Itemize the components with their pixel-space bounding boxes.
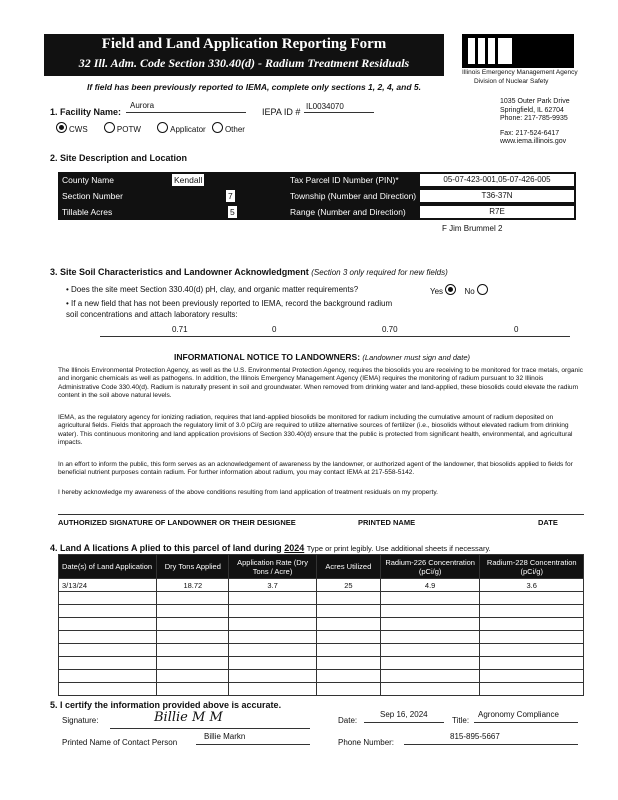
- phone-label: Phone Number:: [338, 738, 395, 747]
- section4-label: 4. Land A lications A plied to this parcel of land during 2024 Type or print legibly. Use additional sheets if necessary.: [50, 543, 491, 553]
- section-row: [58, 188, 576, 204]
- address-line: www.iema.illinois.gov: [500, 138, 567, 145]
- table-row: [59, 644, 584, 657]
- radio-icon: [445, 284, 456, 295]
- section1-label: 1. Facility Name:: [50, 107, 122, 117]
- background-value[interactable]: 0.71: [172, 325, 188, 334]
- signature-line[interactable]: [58, 514, 584, 515]
- iepa-id[interactable]: IL0034070: [306, 102, 344, 111]
- contact-signature[interactable]: Billie M M: [154, 710, 223, 725]
- county-value[interactable]: Kendall: [174, 175, 203, 185]
- column-header: Radium-228 Concentration (pCi/g): [480, 555, 584, 579]
- parcel-label: Tax Parcel ID Number (PIN)*: [290, 175, 399, 185]
- land-application-table: [58, 554, 584, 696]
- address-line: Fax: 217-524-6417: [500, 129, 560, 137]
- section3-label: 3. Site Soil Characteristics and Landowner Acknowledgment (Section 3 only required for new fields): [50, 267, 448, 277]
- parcel-value[interactable]: 05-07-423-001,05-07-426-005: [420, 174, 574, 186]
- background-value[interactable]: 0.70: [382, 325, 398, 334]
- option-potw[interactable]: POTW: [104, 125, 141, 134]
- agency-logo: [462, 34, 574, 68]
- option-other[interactable]: Other: [212, 125, 245, 134]
- table-row: [59, 670, 584, 683]
- q1-text: • Does the site meet Section 330.40(d) pH, clay, and organic matter requirements?: [66, 285, 359, 294]
- section5-label: 5. I certify the information provided above is accurate.: [50, 700, 282, 710]
- table-cell[interactable]: 25: [316, 579, 380, 592]
- column-header: Radium-226 Concentration (pCi/g): [380, 555, 480, 579]
- radio-icon: [56, 122, 67, 133]
- acres-row: [58, 204, 576, 220]
- address-line: 1035 Outer Park Drive: [500, 98, 570, 105]
- radio-icon: [157, 122, 168, 133]
- section-number-label: Section Number: [62, 191, 123, 201]
- table-row: [59, 579, 584, 592]
- report-year[interactable]: 2024: [284, 543, 305, 553]
- facility-name[interactable]: Aurora: [130, 101, 155, 110]
- table-row: [59, 618, 584, 631]
- column-header: Date(s) of Land Application: [59, 555, 157, 579]
- notice-title: INFORMATIONAL NOTICE TO LANDOWNERS: (Landowner must sign and date): [174, 352, 470, 362]
- background-value[interactable]: 0: [514, 325, 519, 334]
- table-cell[interactable]: 3.7: [229, 579, 317, 592]
- table-row: [59, 605, 584, 618]
- table-header-row: [59, 555, 584, 579]
- agency-address: [500, 98, 610, 147]
- yes-no-options: [430, 284, 490, 296]
- section-number-value[interactable]: 7: [228, 191, 233, 201]
- tillable-acres-label: Tillable Acres: [62, 207, 113, 217]
- table-row: [59, 592, 584, 605]
- signature-date[interactable]: Sep 16, 2024: [380, 710, 428, 719]
- radio-icon: [104, 122, 115, 133]
- form-subtitle: 32 Ill. Adm. Code Section 330.40(d) - Radium Treatment Residuals: [78, 56, 410, 70]
- printed-name-label: PRINTED NAME: [358, 518, 416, 527]
- contact-title[interactable]: Agronomy Compliance: [478, 710, 559, 719]
- contact-phone[interactable]: 815-895-5667: [450, 732, 500, 741]
- address-line: Springfield, IL 62704: [500, 106, 564, 114]
- radio-icon: [477, 284, 488, 295]
- agency-name: Illinois Emergency Management Agency: [462, 69, 578, 76]
- radio-icon: [212, 122, 223, 133]
- instruction-note: If field has been previously reported to IEMA, complete only sections 1, 2, 4, and 5.: [87, 82, 421, 92]
- notice-paragraph: IEMA, as the regulatory agency for ionizing radiation, requires that land-applied biosolids be monitored for radium including the cumulative amount of radium deposited on agricultural fields. Fields that approach the regulatory limit of 3.0 pCi/g are required to utilize alternative sources of fertilizer (i.e., biosolids without elevated radium from drinking water). This continuous monitoring and land application provisions of Section 330.40(d) ensure that the public is protected from significant health, environmental, and agricultural impacts.: [58, 414, 573, 447]
- iepa-label: IEPA ID #: [262, 107, 301, 117]
- county-row: [58, 172, 576, 188]
- table-row: [59, 683, 584, 696]
- table-cell[interactable]: 3.6: [480, 579, 584, 592]
- column-header: Application Rate (Dry Tons / Acre): [229, 555, 317, 579]
- table-row: [59, 657, 584, 670]
- option-yes[interactable]: Yes: [430, 287, 458, 296]
- agency-block: [462, 68, 592, 86]
- contact-name-label: Printed Name of Contact Person: [62, 738, 178, 747]
- tillable-acres-value[interactable]: 5: [230, 207, 235, 217]
- table-cell[interactable]: 18.72: [157, 579, 229, 592]
- column-header: Dry Tons Applied: [157, 555, 229, 579]
- option-cws[interactable]: CWS: [56, 125, 88, 134]
- notice-paragraph: In an effort to inform the public, this form serves as an acknowledgement of awareness by the landowner, or authorized agent of the landowner, that biosolids applied to fields for beneficial nutrient purposes contain radium. For further information about radium, you may contact IEMA at 217-558-5142.: [58, 461, 573, 477]
- form-title: Field and Land Application Reporting Form: [101, 36, 387, 52]
- field-name: F Jim Brummel 2: [442, 224, 503, 233]
- title-label: Title:: [452, 716, 470, 725]
- township-label: Township (Number and Direction): [290, 191, 417, 201]
- section2-label: 2. Site Description and Location: [50, 153, 188, 163]
- signature-label: Signature:: [62, 716, 99, 725]
- option-applicator[interactable]: Applicator: [157, 125, 206, 134]
- background-value[interactable]: 0: [272, 325, 277, 334]
- q2-text: • If a new field that has not been previously reported to IEMA, record the background radium soil concentrations and attach laboratory results:: [66, 299, 393, 319]
- township-value[interactable]: T36-37N: [420, 190, 574, 202]
- contact-name[interactable]: Billie Markn: [204, 732, 246, 741]
- range-value[interactable]: R7E: [420, 206, 574, 218]
- table-cell[interactable]: 3/13/24: [59, 579, 157, 592]
- date-label: Date:: [338, 716, 358, 725]
- address-line: Phone: 217-785-9935: [500, 115, 568, 122]
- range-label: Range (Number and Direction): [290, 207, 406, 217]
- column-header: Acres Utilized: [316, 555, 380, 579]
- notice-paragraph: I hereby acknowledge my awareness of the above conditions resulting from land application of treatment residuals on my property.: [58, 489, 438, 496]
- county-label: County Name: [62, 175, 114, 185]
- option-no[interactable]: No: [465, 287, 490, 296]
- facility-type-options: [56, 122, 245, 134]
- landowner-signature-label: AUTHORIZED SIGNATURE OF LANDOWNER OR THEIR DESIGNEE: [58, 518, 296, 527]
- table-row: [59, 631, 584, 644]
- date-label: DATE: [538, 518, 558, 527]
- table-cell[interactable]: 4.9: [380, 579, 480, 592]
- division-name: Division of Nuclear Safety: [474, 78, 549, 85]
- notice-paragraph: The Illinois Environmental Protection Agency, as well as the U.S. Environmental Protection Agency, requires the biosolids you are receiving to be monitored for trace metals, organic and inorganic chemicals as well as pathogens. In addition, the Illinois Emergency Management Agency (IEMA) requires the monitoring of radium pursuant to 32 Illinois Administrative Code 330.40(d). Radium is naturally present in soil and groundwater. When removed from drinking water and land-applied, these biosolids could elevate the radium content in the soil above natural levels.: [58, 367, 583, 400]
